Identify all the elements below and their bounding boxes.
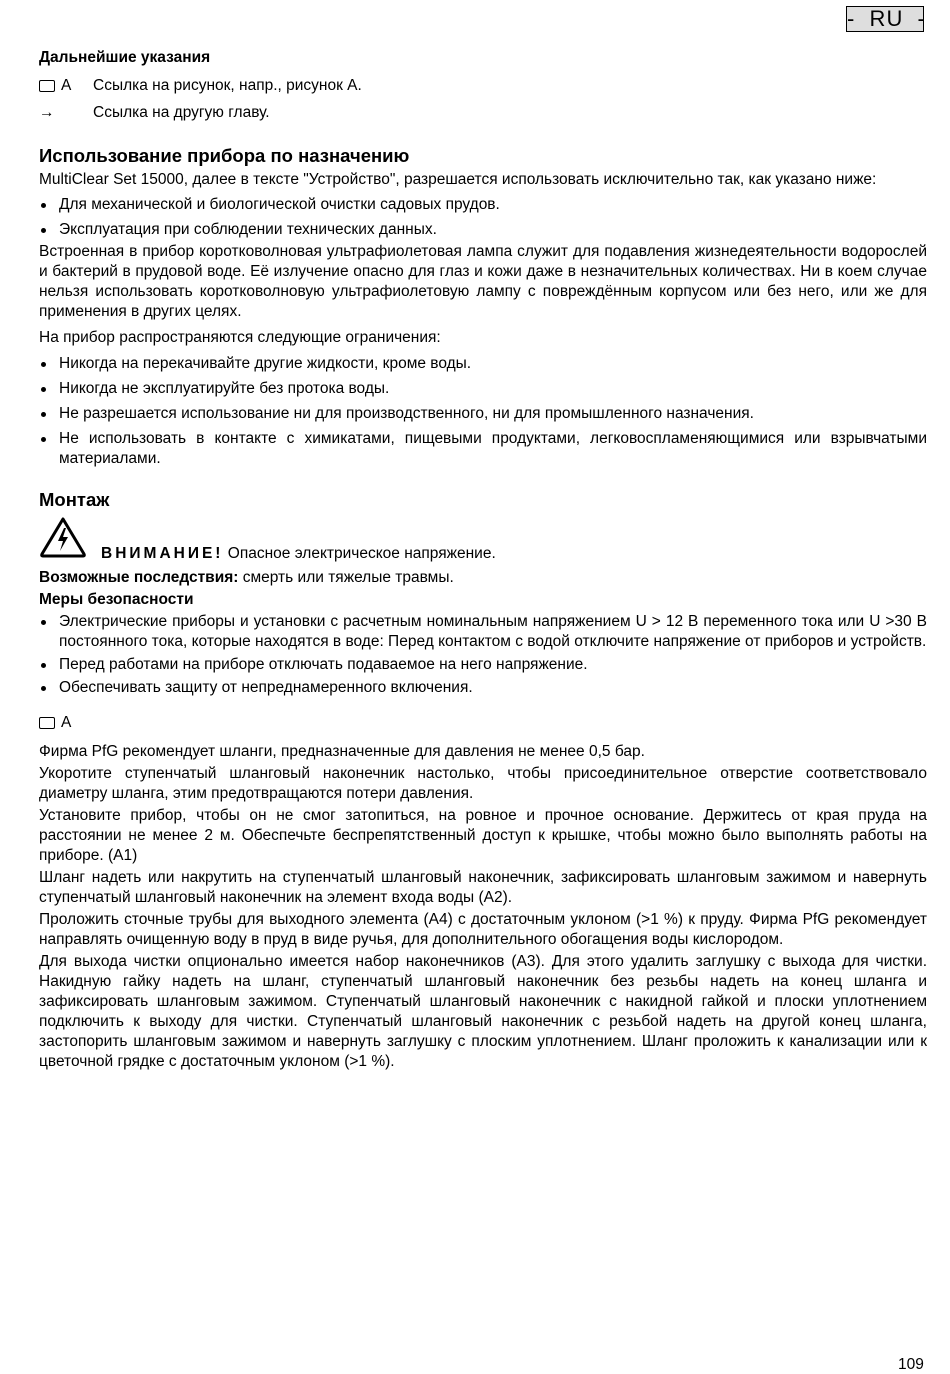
warning-block xyxy=(39,516,927,564)
further-notes-heading: Дальнейшие указания xyxy=(39,49,211,66)
list-item: Перед работами на приборе отключать подаваемое на него напряжение. xyxy=(39,655,927,675)
restrictions-intro: На прибор распространяются следующие ограничения: xyxy=(39,329,441,346)
arrow-right-icon: → xyxy=(39,104,55,121)
note-text: Ссылка на другую главу. xyxy=(93,104,270,121)
mounting-paragraph: Установите прибор, чтобы он не смог затопиться, на ровное и прочное основание. Держитесь от края пруда на расстоянии не менее 2 м. Обеспечьте беспрепятственный доступ к крышке, чтобы можно было выполнять работы на приборе. (A1) xyxy=(39,807,927,864)
mounting-heading: Монтаж xyxy=(39,489,110,510)
list-item: Никогда на перекачивайте другие жидкости, кроме воды. xyxy=(39,354,927,374)
mounting-paragraph: Проложить сточные трубы для выходного элемента (A4) с достаточным уклоном (>1 %) к пруду. Фирма PfG рекомендует направлять очищенную воду в пруд в виде ручья, для дополнительного обогащения воды кислородом. xyxy=(39,911,927,948)
note-text: Ссылка на рисунок, напр., рисунок A. xyxy=(93,77,362,94)
warning-text: Опасное электрическое напряжение. xyxy=(227,545,496,562)
mounting-paragraph: Для выхода чистки опционально имеется набор наконечников (A3). Для этого удалить заглушку с выхода для чистки. Накидную гайку надеть на шланг, ступенчатый шланговый наконечник без резьбы надеть на конец шланга и зафиксировать шланговым зажимом. Ступенчатый шланговый наконечник с накидной гайкой и плоски уплотнением подключить к выходу для чистки. Ступенчатый шланговый наконечник с резьбой надеть на другой конец шланга, застопорить шланговым зажимом и навернуть заглушку с плоским уплотнением. Шланг проложить к канализации или к цветочной грядке с достаточным уклоном (>1 %). xyxy=(39,953,927,1070)
consequences-line xyxy=(39,568,927,588)
intended-use-list xyxy=(39,195,927,240)
list-item: Эксплуатация при соблюдении технических данных. xyxy=(39,220,927,240)
page-number: 109 xyxy=(898,1356,924,1373)
consequences-label: Возможные последствия: xyxy=(39,569,239,586)
consequences-text: смерть или тяжелые травмы. xyxy=(242,569,454,586)
list-item: Обеспечивать защиту от непреднамеренного включения. xyxy=(39,678,927,698)
mounting-paragraph: Фирма PfG рекомендует шланги, предназначенные для давления не менее 0,5 бар. xyxy=(39,743,645,760)
mounting-paragraph: Шланг надеть или накрутить на ступенчатый шланговый наконечник, зафиксировать шланговым зажимом и навернуть ступенчатый шланговый наконечник на элемент входа воды (A2). xyxy=(39,869,927,906)
note-symbol: A xyxy=(61,77,72,94)
intended-use-intro: MultiClear Set 15000, далее в тексте "Устройство", разрешается использовать исключительно так, как указано ниже: xyxy=(39,171,877,188)
list-item: Не разрешается использование ни для производственного, ни для промышленного назначения. xyxy=(39,404,927,424)
list-item: Электрические приборы и установки с расчетным номинальным напряжением U > 12 В переменного тока или U >30 В постоянного тока, которые находятся в воде: Перед контактом с водой отключите напряжение от приборов и устройств. xyxy=(39,612,927,652)
list-item: Не использовать в контакте с химикатами, пищевыми продуктами, легковоспламеняющимися или взрывчатыми материалами. xyxy=(39,429,927,469)
figure-reference xyxy=(39,713,927,733)
electric-hazard-icon xyxy=(39,516,87,558)
warning-label: ВНИМАНИЕ! xyxy=(101,545,224,562)
page-content xyxy=(39,48,927,1072)
safety-heading: Меры безопасности xyxy=(39,591,194,608)
uv-lamp-paragraph: Встроенная в прибор коротковолновая ультрафиолетовая лампа служит для подавления жизнедеятельности водорослей и бактерий в прудовой воде. Её излучение опасно для глаз и кожи даже в незначительных количествах. Ни в коем случае нельзя использовать коротковолновую ультрафиолетовую лампу с повреждённым корпусом или без него, или же для применения в других целях. xyxy=(39,243,927,320)
mounting-paragraph: Укоротите ступенчатый шланговый наконечник настолько, чтобы присоединительное отверстие соответствовало диаметру шланга, этим предотвращаются потери давления. xyxy=(39,765,927,802)
warning-line xyxy=(101,544,496,564)
figure-icon xyxy=(39,717,55,729)
list-item: Никогда не эксплуатируйте без протока воды. xyxy=(39,379,927,399)
note-figure-reference xyxy=(39,76,927,96)
safety-list xyxy=(39,612,927,698)
figure-label: A xyxy=(61,714,72,731)
intended-use-heading: Использование прибора по назначению xyxy=(39,145,410,166)
note-chapter-reference xyxy=(39,103,927,123)
list-item: Для механической и биологической очистки садовых прудов. xyxy=(39,195,927,215)
figure-icon xyxy=(39,80,55,92)
language-tag: - RU - xyxy=(847,6,926,31)
restrictions-list xyxy=(39,354,927,469)
